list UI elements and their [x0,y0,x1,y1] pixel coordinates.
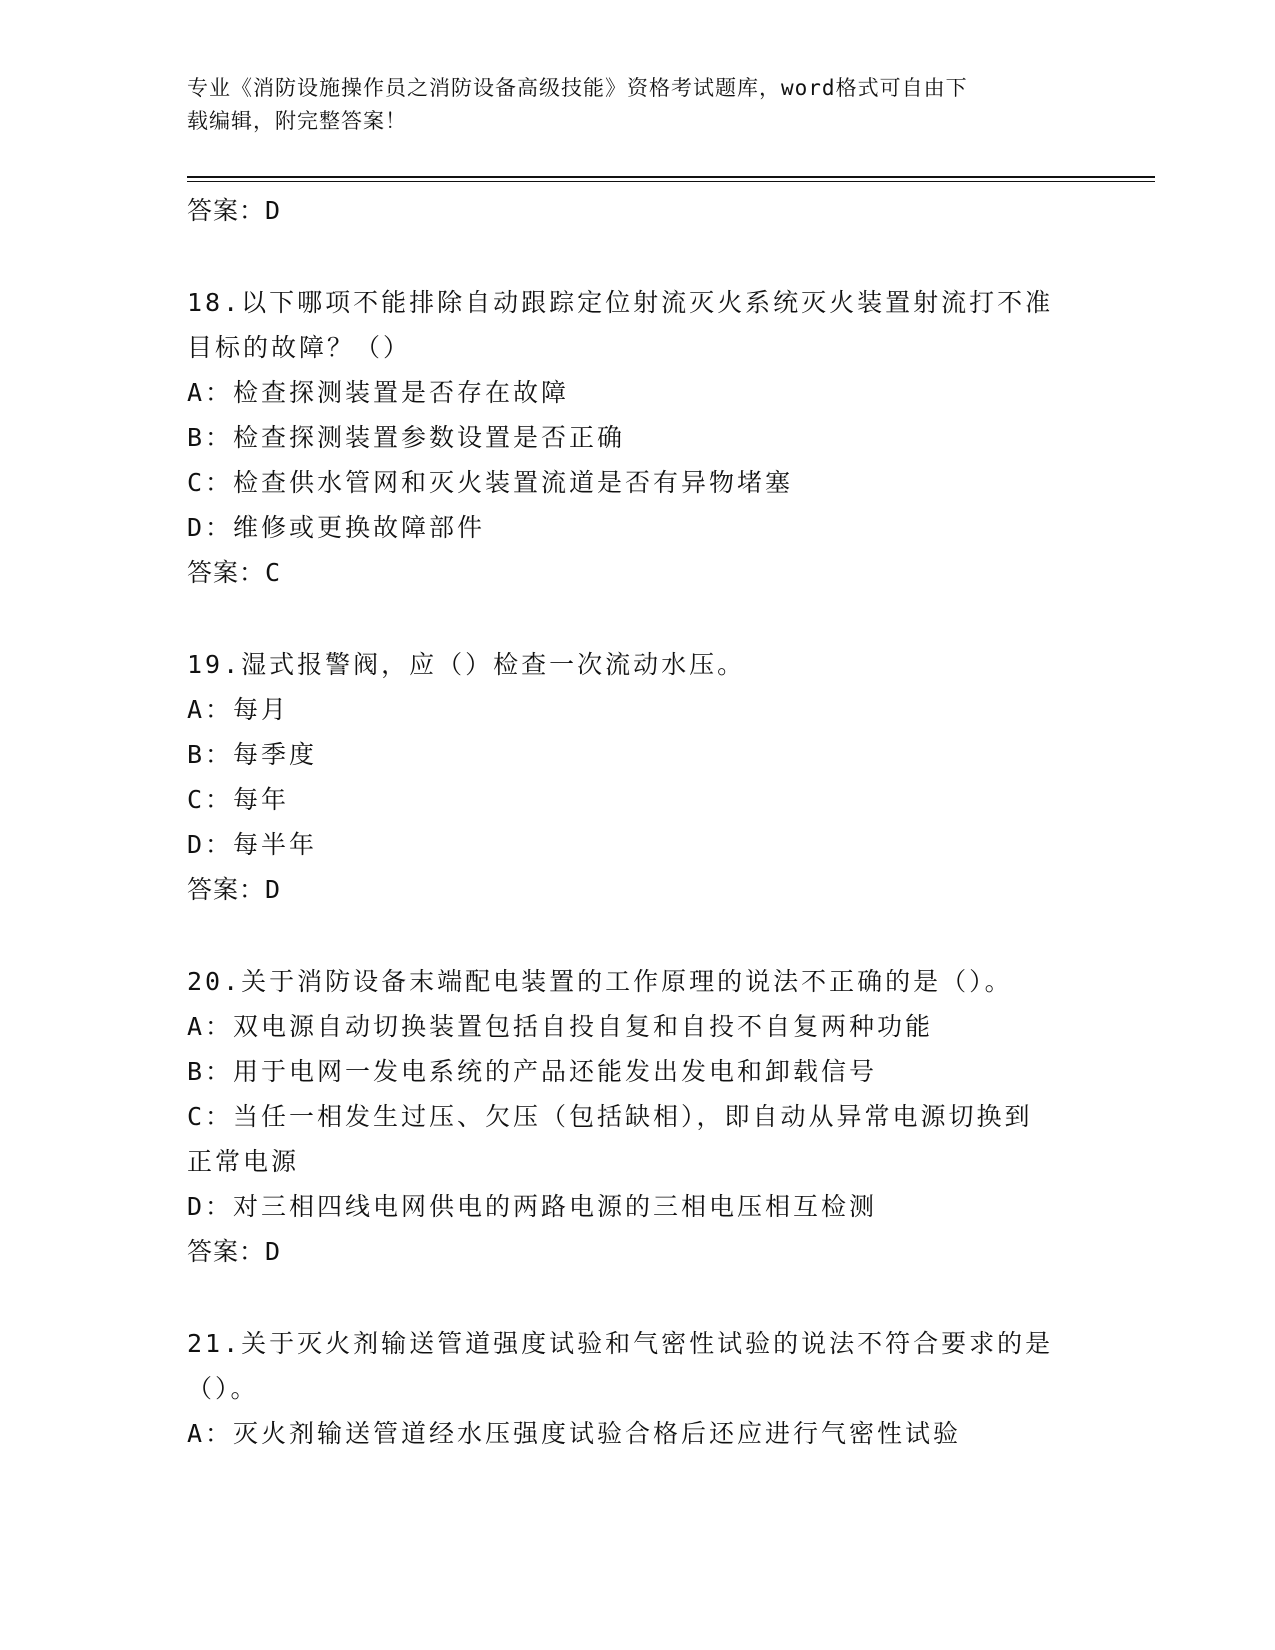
spacer [187,595,1147,642]
header-rule-thin [187,181,1155,182]
question-21-stem-line-1: 21.关于灭火剂输送管道强度试验和气密性试验的说法不符合要求的是 [187,1329,1054,1358]
question-18-option-d: D：维修或更换故障部件 [187,513,486,542]
question-18-stem-line-2: 目标的故障？（） [187,333,412,362]
answer-20: 答案：D [187,1237,282,1266]
question-19-option-d: D：每半年 [187,830,318,859]
question-18-stem-line-1: 18.以下哪项不能排除自动跟踪定位射流灭火系统灭火装置射流打不准 [187,288,1054,317]
question-body [187,188,1147,1456]
question-19-option-c: C：每年 [187,785,290,814]
question-19-option-b: B：每季度 [187,740,318,769]
question-20-option-c-line-1: C：当任一相发生过压、欠压（包括缺相），即自动从异常电源切换到 [187,1102,1033,1131]
question-20 [187,959,1147,1274]
page-header [187,72,1067,138]
answer-17: 答案：D [187,196,282,225]
spacer [187,1274,1147,1321]
spacer [187,912,1147,959]
answer-19: 答案：D [187,875,282,904]
question-21-stem-line-2: （）。 [187,1374,259,1403]
header-line-2: 载编辑，附完整答案！ [187,109,407,133]
question-19 [187,642,1147,912]
question-20-option-b: B：用于电网一发电系统的产品还能发出发电和卸载信号 [187,1057,878,1086]
spacer [187,233,1147,280]
header-line-1: 专业《消防设施操作员之消防设备高级技能》资格考试题库，word格式可自由下 [187,76,968,100]
question-18-option-a: A：检查探测装置是否存在故障 [187,378,570,407]
question-19-stem: 19.湿式报警阀，应（）检查一次流动水压。 [187,650,746,679]
question-21-option-a: A：灭火剂输送管道经水压强度试验合格后还应进行气密性试验 [187,1419,962,1448]
question-18 [187,280,1147,595]
answer-18: 答案：C [187,558,282,587]
question-21 [187,1321,1147,1456]
question-20-stem: 20.关于消防设备末端配电装置的工作原理的说法不正确的是（）。 [187,967,1013,996]
header-rule-thick [187,176,1155,178]
question-18-option-c: C：检查供水管网和灭火装置流道是否有异物堵塞 [187,468,794,497]
question-20-option-d: D：对三相四线电网供电的两路电源的三相电压相互检测 [187,1192,878,1221]
question-18-option-b: B：检查探测装置参数设置是否正确 [187,423,626,452]
question-19-option-a: A：每月 [187,695,290,724]
question-20-option-a: A：双电源自动切换装置包括自投自复和自投不自复两种功能 [187,1012,934,1041]
question-20-option-c-line-2: 正常电源 [187,1147,300,1176]
